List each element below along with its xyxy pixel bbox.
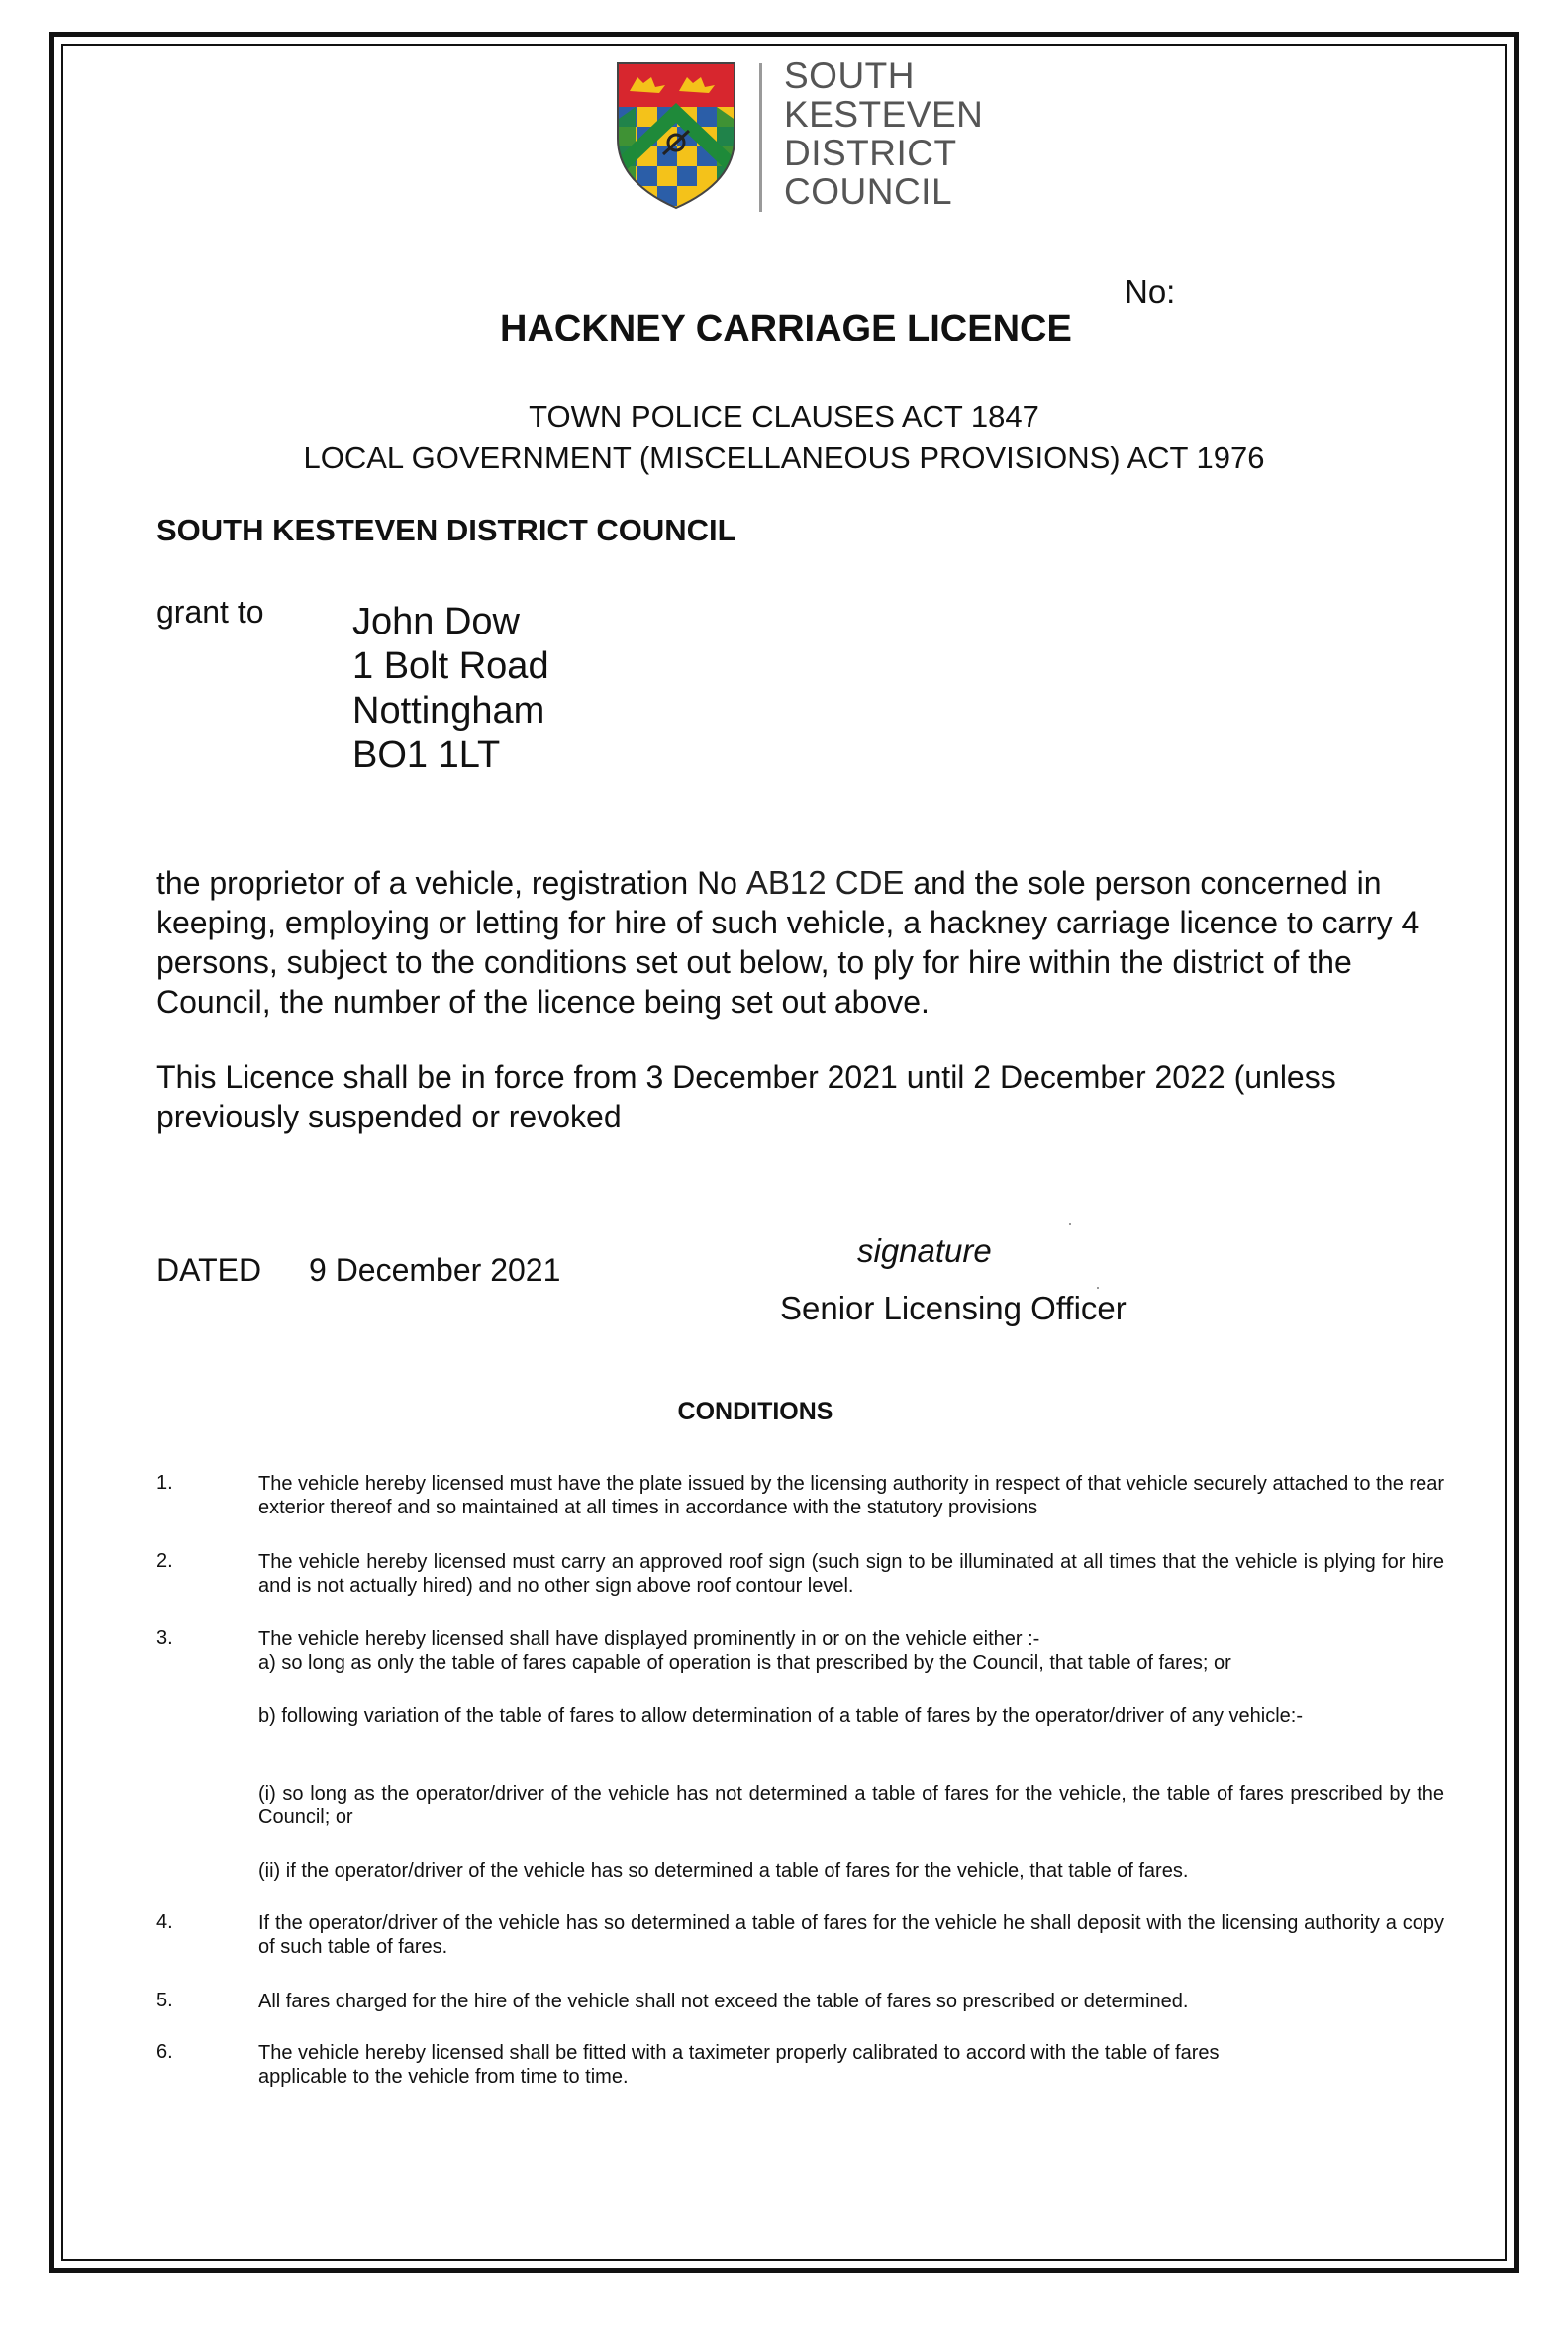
condition-number: 4. — [156, 1911, 173, 1933]
scan-speck — [1069, 1223, 1071, 1225]
condition-text: The vehicle hereby licensed shall be fitted with a taximeter properly calibrated to accord with the table of fares — [258, 2042, 1220, 2064]
council-crest-icon — [616, 61, 736, 210]
validity-paragraph: This Licence shall be in force from 3 December 2021 until 2 December 2022 (unless previously suspended or revoked — [156, 1059, 1336, 1134]
condition-text: a) so long as only the table of fares capable of operation is that prescribed by the Council, that table of fares; or — [258, 1652, 1231, 1674]
dated-label: DATED — [156, 1252, 262, 1288]
condition-number: 3. — [156, 1627, 173, 1649]
para-text: and the sole person concerned in keeping, employing or letting for hire of such vehicle, a hackney carriage licence to carry 4 persons, subject to the conditions set out below, to ply for hire within the district of the Council, the number of the licence being set out above. — [156, 865, 1420, 1020]
condition-text: applicable to the vehicle from time to time. — [258, 2066, 629, 2088]
act-line: TOWN POLICE CLAUSES ACT 1847 — [529, 399, 1039, 434]
condition-text: (i) so long as the operator/driver of the vehicle has not determined a table of fares for the vehicle, the table of fares prescribed by the Council; or — [258, 1783, 1444, 1828]
condition-text: The vehicle hereby licensed must carry an approved roof sign (such sign to be illuminated at all times that the vehicle is plying for hire and is not actually hired) and no other sign above roof contour level. — [258, 1551, 1444, 1597]
condition-text: If the operator/driver of the vehicle has so determined a table of fares for the vehicle he shall deposit with the licensing authority a copy of such table of fares. — [258, 1912, 1444, 1958]
address-line: 1 Bolt Road — [352, 645, 549, 687]
dated-value: 9 December 2021 — [309, 1252, 561, 1288]
para-text: the proprietor of a vehicle, registration No — [156, 865, 737, 901]
logo-line: DISTRICT — [784, 133, 957, 173]
conditions-heading: CONDITIONS — [677, 1398, 833, 1425]
logo-line: COUNCIL — [784, 171, 953, 212]
address-line: John Dow — [352, 601, 520, 642]
condition-number: 5. — [156, 1990, 173, 2011]
address-line: Nottingham — [352, 690, 545, 731]
council-name: SOUTH KESTEVEN DISTRICT COUNCIL — [156, 513, 736, 547]
licence-paragraph — [156, 863, 1433, 1022]
condition-text: (ii) if the operator/driver of the vehicle has so determined a table of fares for the vehicle, that table of fares. — [258, 1860, 1189, 1882]
act-line: LOCAL GOVERNMENT (MISCELLANEOUS PROVISIONS) ACT 1976 — [303, 440, 1265, 475]
registration-number: AB12 CDE — [745, 864, 905, 901]
logo-line: SOUTH — [784, 55, 915, 96]
address-line: BO1 1LT — [352, 734, 501, 776]
grant-to-label: grant to — [156, 594, 264, 630]
licence-number-label: No: — [1125, 273, 1176, 310]
document-title: HACKNEY CARRIAGE LICENCE — [500, 308, 1072, 349]
condition-text: All fares charged for the hire of the vehicle shall not exceed the table of fares so prescribed or determined. — [258, 1991, 1189, 2012]
condition-text: The vehicle hereby licensed shall have displayed prominently in or on the vehicle either :- — [258, 1628, 1040, 1650]
officer-title: Senior Licensing Officer — [780, 1290, 1127, 1326]
scan-speck — [1097, 1287, 1099, 1289]
acts-block — [0, 396, 1568, 479]
logo-line: KESTEVEN — [784, 94, 984, 135]
condition-text: b) following variation of the table of fares to allow determination of a table of fares by the operator/driver of any vehicle:- — [258, 1706, 1304, 1727]
condition-number: 2. — [156, 1550, 173, 1572]
condition-number: 6. — [156, 2041, 173, 2063]
licensee-address — [352, 600, 549, 778]
council-logo-text — [784, 57, 983, 212]
logo-divider — [759, 63, 762, 212]
condition-number: 1. — [156, 1472, 173, 1494]
condition-text: The vehicle hereby licensed must have the plate issued by the licensing authority in respect of that vehicle securely attached to the rear exterior thereof and so maintained at all times in accordance with the statutory provisions — [258, 1473, 1444, 1518]
signature: signature — [857, 1232, 992, 1269]
